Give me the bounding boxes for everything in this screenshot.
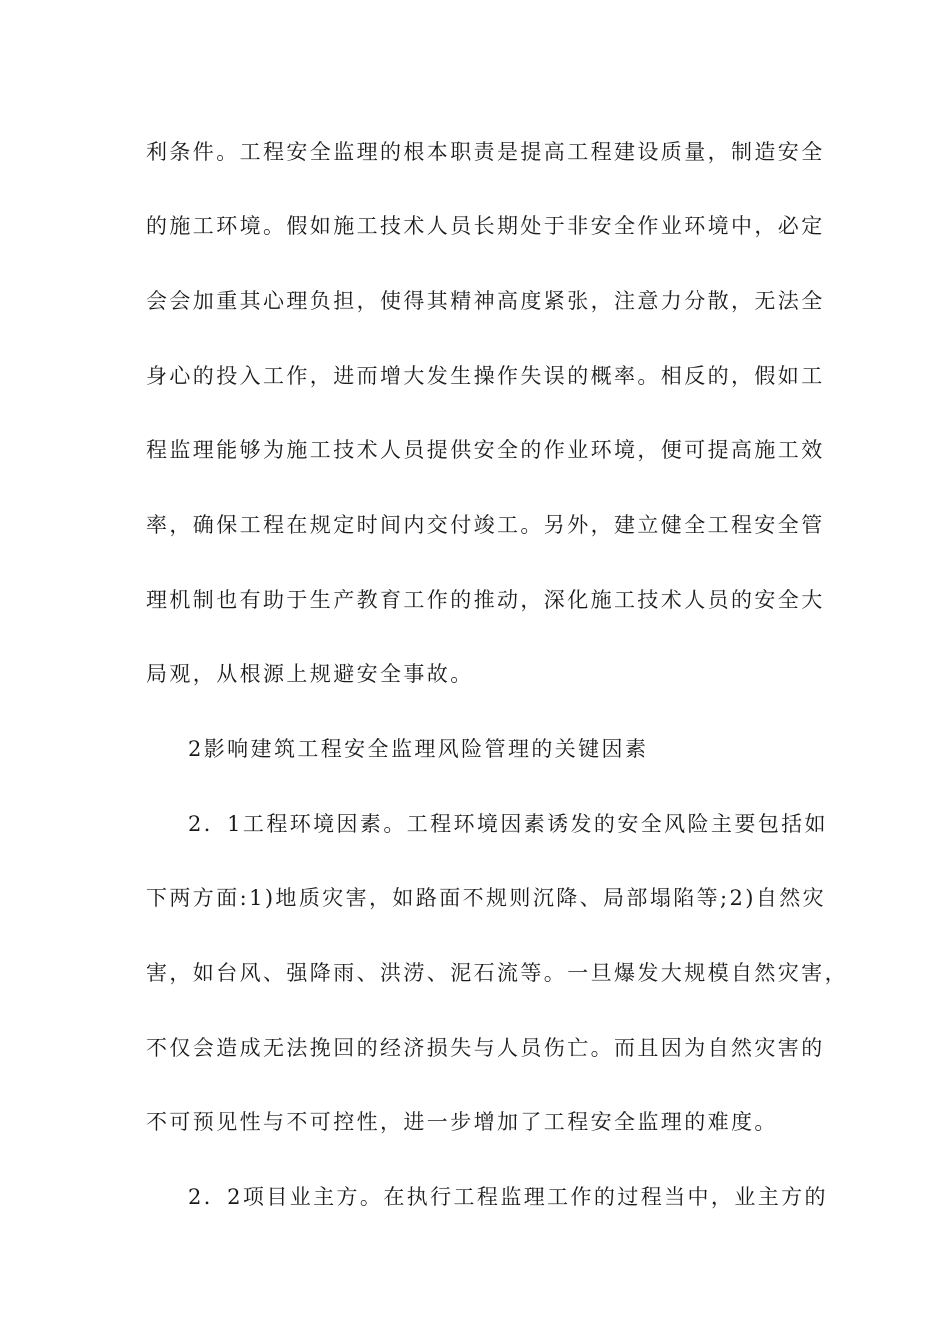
body-text-line: 不仅会造成无法挽回的经济损失与人员伤亡。而且因为自然灾害的	[146, 1036, 825, 1060]
section-heading: 2影响建筑工程安全监理风险管理的关键因素	[188, 737, 649, 761]
body-text-line: 理机制也有助于生产教育工作的推动，深化施工技术人员的安全大	[146, 588, 825, 612]
subsection-paragraph-start: 2．1工程环境因素。工程环境因素诱发的安全风险主要包括如	[188, 812, 828, 836]
subsection-paragraph-start: 2．2项目业主方。在执行工程监理工作的过程当中，业主方的	[188, 1185, 828, 1209]
body-text-line: 下两方面:1)地质灾害，如路面不规则沉降、局部塌陷等;2)自然灾	[146, 886, 827, 910]
body-text-line: 身心的投入工作，进而增大发生操作失误的概率。相反的，假如工	[146, 364, 825, 388]
body-text-line: 会会加重其心理负担，使得其精神高度紧张，注意力分散，无法全	[146, 289, 825, 313]
body-text-line: 局观，从根源上规避安全事故。	[146, 662, 474, 686]
body-text-line: 程监理能够为施工技术人员提供安全的作业环境，便可提高施工效	[146, 438, 825, 462]
body-text-line: 率，确保工程在规定时间内交付竣工。另外，建立健全工程安全管	[146, 513, 825, 537]
body-text-line: 害，如台风、强降雨、洪涝、泥石流等。一旦爆发大规模自然灾害，	[146, 961, 848, 985]
body-text-line: 不可预见性与不可控性，进一步增加了工程安全监理的难度。	[146, 1110, 778, 1134]
body-text-line: 利条件。工程安全监理的根本职责是提高工程建设质量，制造安全	[146, 140, 825, 164]
body-text-line: 的施工环境。假如施工技术人员长期处于非安全作业环境中，必定	[146, 214, 825, 238]
